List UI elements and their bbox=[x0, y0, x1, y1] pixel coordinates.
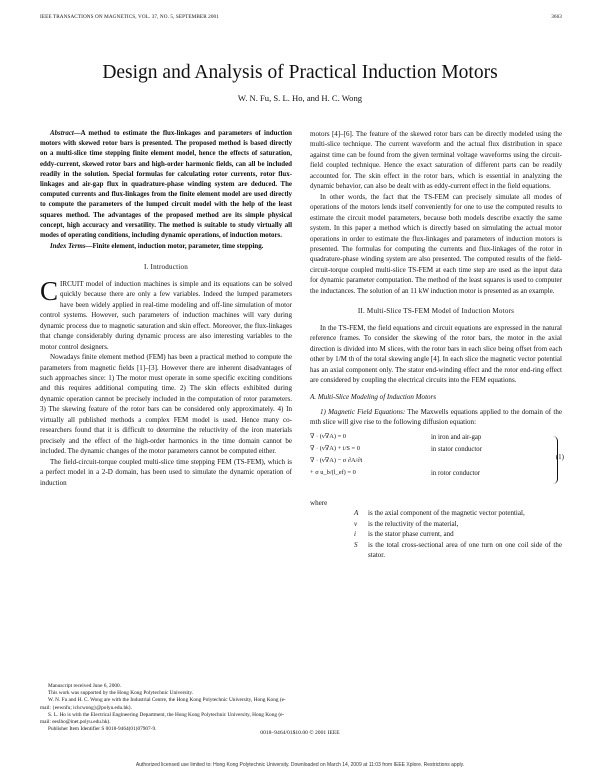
definition-symbol: S bbox=[354, 540, 358, 549]
equation-line: ∇ · (ν∇A) + i/S = 0 bbox=[310, 444, 360, 452]
equation-condition bbox=[431, 456, 551, 468]
abstract-label: Abstract— bbox=[50, 130, 81, 137]
equation-condition: in stator conductor bbox=[431, 445, 482, 453]
copyright-line: 0018–9464/01$10.00 © 2001 IEEE bbox=[260, 730, 340, 736]
left-column bbox=[40, 129, 292, 488]
dropcap-letter: C bbox=[40, 275, 59, 306]
definition-symbol: A bbox=[354, 509, 359, 518]
footnote-pii: Publisher Item Identifier S 0018-9464(01)07907-9. bbox=[48, 726, 157, 733]
equation-line: ∇ · (ν∇A) = 0 bbox=[310, 432, 347, 440]
right-paragraph-1: motors [4]–[6]. The feature of the skewed rotor bars can be directly modeled using the multi-slice technique. The current waveform and the actual flux distribution in space against time can be found from the given terminal voltage waveforms using the circuit-field coupled technique. Hence the exact saturation of different parts can be readily accounted for. The skin effect in the rotor bars, which is essential in analyzing the dynamic behavior, can also be dealt with as eddy-current effect in the field equations. bbox=[310, 130, 562, 191]
section-heading-multislice: II. Multi-Slice TS-FEM Model of Induction Motors bbox=[357, 307, 515, 316]
definition-row bbox=[310, 508, 562, 518]
definition-text: is the stator phase current, and bbox=[368, 530, 454, 539]
license-notice: Authorized licensed use limited to: Hong Kong Polytechnic University. Downloaded on March 14, 2009 at 11:03 from IEEE Xplore. Restrictions apply. bbox=[135, 762, 465, 768]
equation-number: (1) bbox=[555, 452, 564, 461]
subsection-heading-a: A. Multi-Slice Modeling of Induction Motors bbox=[310, 393, 437, 402]
footnote-support: This work was supported by the Hong Kong Polytechnic University. bbox=[48, 690, 194, 697]
section2-paragraph-1: In the TS-FEM, the field equations and circuit equations are expressed in the natural reference frames. To consider the skewing of the rotor bars, the motor in the axial direction is divided into M slices, with the rotor bars in each slice being offset from each other by 1/M th of the total skewing angle [4]. In each slice the magnetic vector potential has an axial component only. The stator end-winding effect and the rotor end-ring effect are considered by coupling the electrical circuits into the FEM equations. bbox=[310, 323, 562, 384]
abstract-text: A method to estimate the flux-linkages and parameters of induction motors with skewed rotor bars is presented. The proposed method is based directly on a multi-slice time stepping finite element model, hence the effects of saturation, eddy-current, skewed rotor bars and high-order harmonic fields, can all be included readily in the solution. Special formulas for calculating rotor currents, rotor flux-linkages and air-gap flux in quadrature-phase winding system are deduced. The computed currents and flux-linkages from the finite element model are used directly to compute the parameters of the lumped circuit model with the help of the least squares method. The advantages of the proposed method are its simple physical concept, high accuracy and versatility. The method is suitable to study virtually all modes of operating conditions, including dynamic operations, of induction motors. bbox=[40, 130, 292, 240]
running-header-journal: IEEE TRANSACTIONS ON MAGNETICS, VOL. 37, NO. 5, SEPTEMBER 2001 bbox=[40, 14, 219, 20]
definition-symbol: i bbox=[354, 530, 356, 539]
index-terms bbox=[40, 242, 292, 252]
intro-paragraph-1-text: IRCUIT model of induction machines is simple and its equations can be solved quickly because there are only a few variables. Indeed the lumped parameters have been widely applied in real-time modeling and off-line simulation of motor control systems. However, such parameters of induction machines will vary during dynamic process due to magnetic saturation and skin effect. Moreover, the flux-linkages that change considerably during dynamic process are also interesting variables to the motor control designers. bbox=[40, 279, 292, 351]
intro-paragraph-1 bbox=[40, 275, 292, 352]
paper-title: Design and Analysis of Practical Induction Motors bbox=[102, 62, 498, 83]
footnote-ho: S. L. Ho is with the Electrical Engineering Department, the Hong Kong Polytechnic University, Hong Kong (e-mail: eeslho@inet.polyu.edu.hk). bbox=[40, 711, 285, 726]
right-paragraph-2: In other words, the fact that the TS-FEM can precisely simulate all modes of operations of the motors lends itself conveniently for one to use the computed results to estimate the circuit model parameters, because both models describe exactly the same system. In this paper a method which is directly based on simulating the actual motor operations in order to estimate the flux-linkages and parameters of induction motors is presented. The formulas for computing the currents and flux-linkages of the rotor in quadrature-phase winding system are also presented. The computed results of the field-circuit-torque coupled multi-slice TS-FEM at each time step are used as the input data for dynamic parameter computation. The method of the least squares is used to computer the inductances. The solution of an 11 kW induction motor is presented as an example. bbox=[310, 192, 562, 295]
definition-row bbox=[310, 519, 562, 529]
footnote-fu-wong: W. N. Fu and H. C. Wong are with the Industrial Centre, the Hong Kong Polytechnic University, Hong Kong (e-mail: {eewnfu; ichcwong}@polyu.edu.hk). bbox=[40, 697, 286, 711]
intro-paragraph-2: Nowadays finite element method (FEM) has been a practical method to compute the parameters from magnetic fields [1]–[3]. However there are inherent disadvantages of such approaches since: 1) The motor must operate in some specific exciting conditions and this requires additional computing time. 2) The skin effects exhibited during dynamic operation cannot be precisely included in the computation of rotor parameters. 3) The skewing feature of the rotor bars can be considered only approximately. 4) In virtually all published methods a complex FEM model is used. Hence many co-researchers found that it is difficult to determine the reluctivity of the iron materials precisely and the effect of the high-order harmonics in the time domain cannot be included. The dynamic changes of the motor parameters cannot be computed either. bbox=[40, 353, 292, 456]
index-terms-label: Index Terms— bbox=[50, 243, 93, 251]
index-terms-text: Finite element, induction motor, parameter, time stepping. bbox=[92, 243, 264, 251]
equation-conditions bbox=[431, 432, 551, 480]
paper-authors: W. N. Fu, S. L. Ho, and H. C. Wong bbox=[237, 93, 363, 103]
definition-text: is the total cross-sectional area of one turn on one coil side of the stator. bbox=[368, 540, 562, 560]
page-number: 3663 bbox=[551, 14, 562, 20]
subsubsection-label: 1) Magnetic Field Equations: bbox=[320, 407, 406, 416]
definition-row bbox=[310, 529, 562, 539]
where-label: where bbox=[310, 498, 328, 507]
footnote-received: Manuscript received June 6, 2000. bbox=[48, 683, 121, 689]
equation-1 bbox=[310, 432, 562, 492]
equation-condition: in iron and air-gap bbox=[431, 433, 482, 441]
definition-row bbox=[310, 540, 562, 561]
section-heading-introduction: I. Introduction bbox=[144, 263, 188, 272]
definition-text: is the axial component of the magnetic vector potential, bbox=[368, 509, 525, 518]
subsubsection-text: The Maxwells equations applied to the domain of the mth slice will give rise to the following diffusion equation: bbox=[310, 407, 562, 427]
equation-lhs bbox=[310, 432, 430, 480]
right-column bbox=[310, 129, 562, 561]
abstract bbox=[40, 129, 292, 241]
footnote bbox=[40, 683, 292, 733]
subsubsection-paragraph bbox=[310, 407, 562, 428]
intro-paragraph-3: The field-circuit-torque coupled multi-slice time stepping FEM (TS-FEM), which is a perfect model in a 2-D domain, has been used to simulate the dynamic operation of induction bbox=[40, 457, 292, 487]
equation-condition: in rotor conductor bbox=[431, 469, 481, 477]
equation-line: ∇ · (ν∇A) − σ ∂A/∂t bbox=[310, 456, 363, 464]
equation-line: + σ u_b/(l_ef) = 0 bbox=[310, 468, 356, 476]
definition-text: is the reluctivity of the material, bbox=[368, 519, 459, 528]
definition-symbol: ν bbox=[354, 519, 358, 528]
